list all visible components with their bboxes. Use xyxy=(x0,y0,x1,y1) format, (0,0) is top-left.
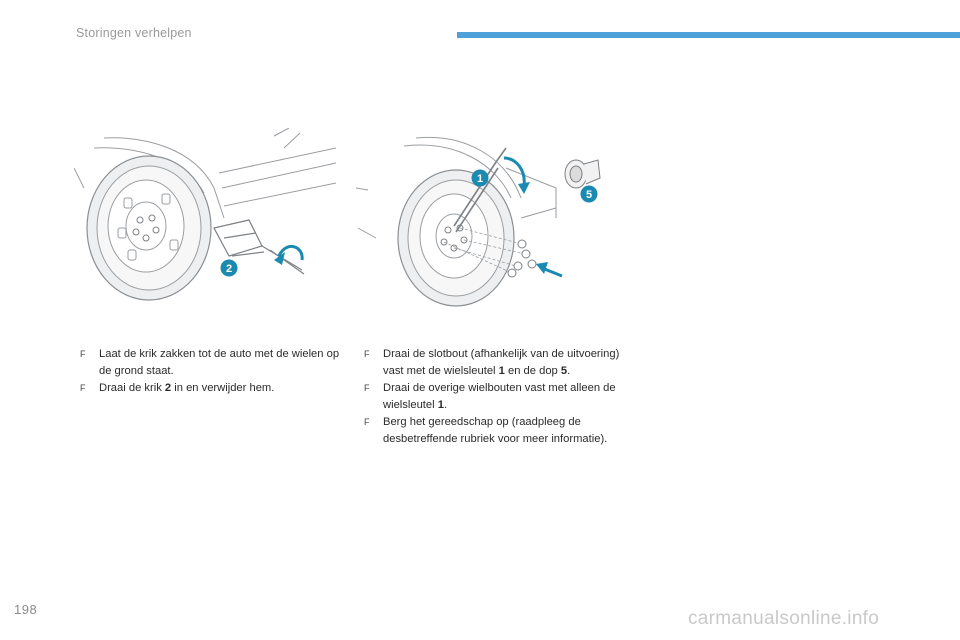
reference-number: 5 xyxy=(560,365,568,377)
instructions-right-column xyxy=(364,346,626,448)
bullet-marker: F xyxy=(80,349,86,359)
list-item: F Berg het gereedschap op (raadpleeg de desbetreffende rubriek voor meer informatie). xyxy=(364,416,608,445)
list-item: F Draai de slotbout (afhankelijk van de uitvoering) vast met de wielsleutel 1 en de dop 5. xyxy=(364,348,620,377)
callout-2 xyxy=(221,260,238,277)
svg-text:2: 2 xyxy=(225,263,233,275)
bolt-cap xyxy=(565,160,600,188)
reference-number: 1 xyxy=(437,399,444,411)
watermark: carmanualsonline.info xyxy=(688,608,880,629)
illustration-lower-jack xyxy=(74,128,344,310)
page-number: 198 xyxy=(14,602,38,617)
list-item: F Draai de krik 2 in en verwijder hem. xyxy=(80,380,342,397)
callout-5 xyxy=(581,186,598,203)
wheel xyxy=(398,170,514,306)
wheel xyxy=(87,156,211,300)
list-item: F Laat de krik zakken tot de auto met de wielen op de grond staat. xyxy=(80,348,340,377)
bullet-marker: F xyxy=(364,383,370,393)
jack-lowering-drawing xyxy=(74,128,344,310)
reference-number: 2 xyxy=(164,382,172,394)
bolt-tightening-drawing xyxy=(356,128,616,310)
bullet-marker: F xyxy=(80,383,86,393)
section-title: Storingen verhelpen xyxy=(76,26,192,40)
illustration-tighten-bolts xyxy=(356,128,616,310)
bullet-marker: F xyxy=(364,349,370,359)
callout-1 xyxy=(472,170,489,187)
list-item: F Draai de overige wielbouten vast met alleen de wielsleutel 1. xyxy=(364,382,616,411)
svg-text:5: 5 xyxy=(585,189,593,201)
bullet-marker: F xyxy=(364,417,370,427)
instructions-left-column xyxy=(80,346,342,397)
header-accent-bar xyxy=(457,32,960,38)
svg-text:1: 1 xyxy=(476,173,484,185)
reference-number: 1 xyxy=(498,365,505,377)
